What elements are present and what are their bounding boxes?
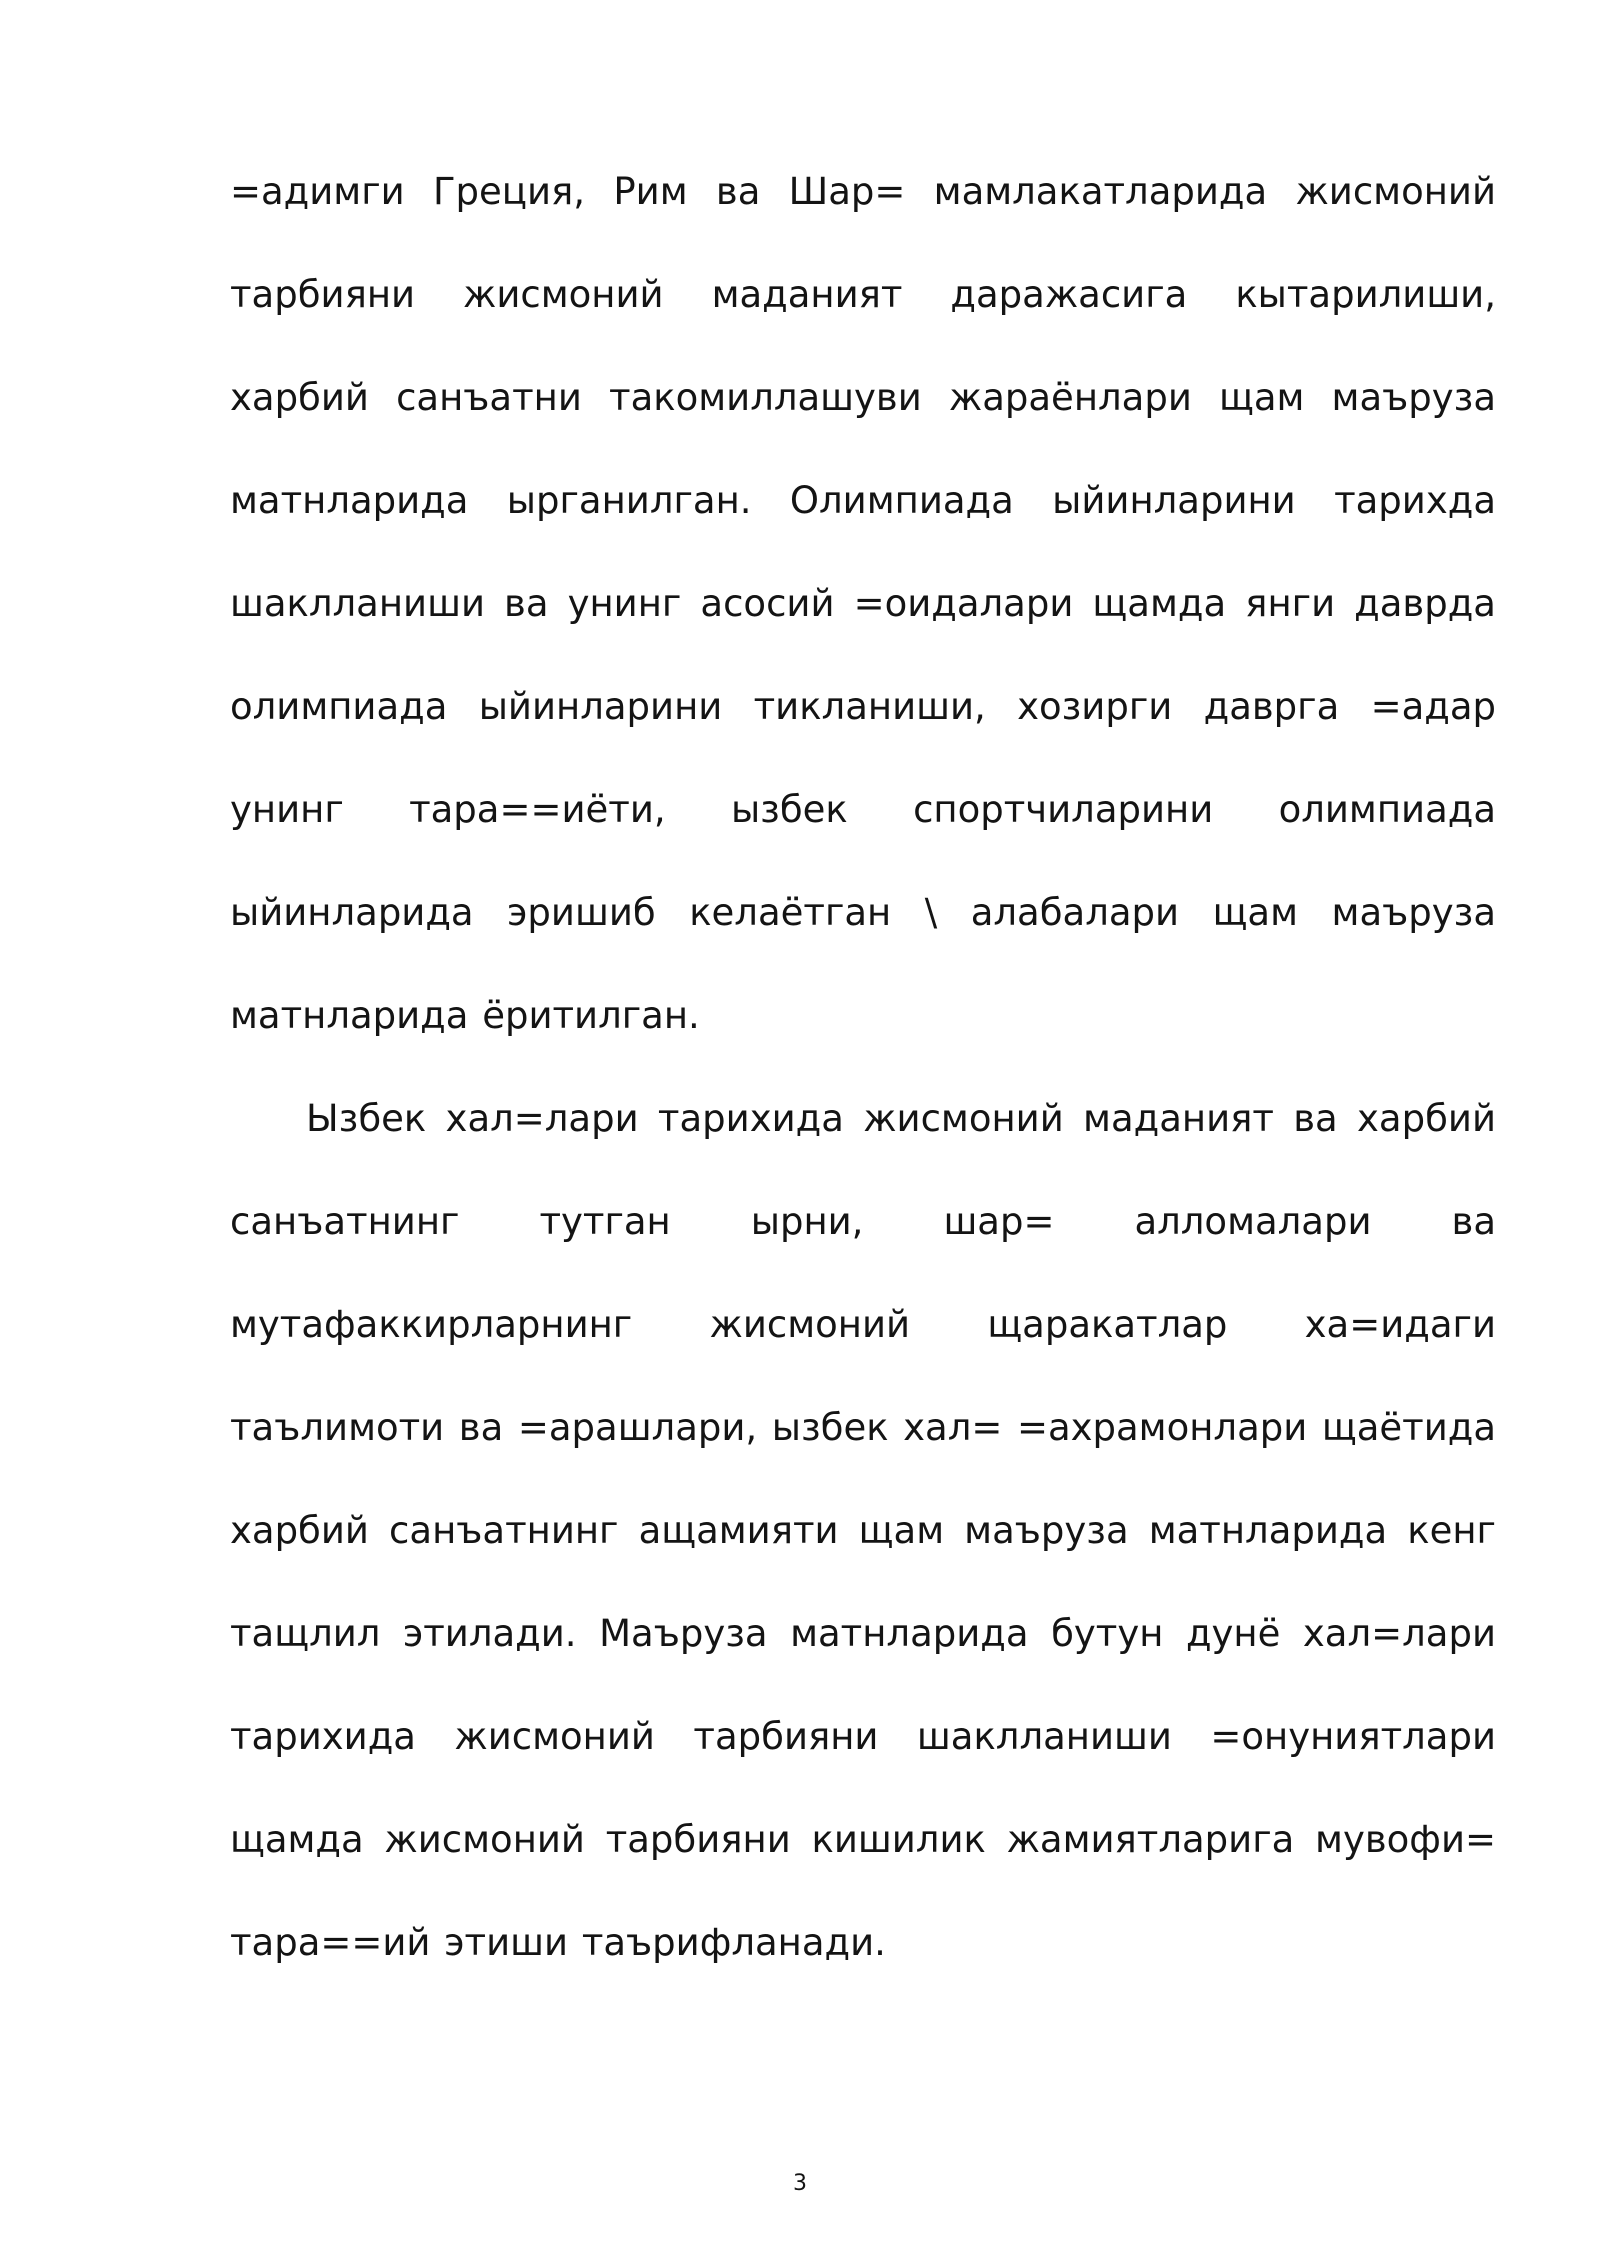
page-number: 3 xyxy=(793,2171,807,2196)
paragraph-2: Ызбек хал=лари тарихида жисмоний маданият ва харбий санъатнинг тутган ырни, шар= алломалари ва мутафаккирларнинг жисмоний щаракатлар ха=идаги таълимоти ва =арашлари, ызбек хал= =ахрамонлари щаётида харбий санъатнинг ащамияти щам маъруза матнларида кенг тащлил этилади. Маъруза матнларида бутун дунё хал=лари тарихида жисмоний тарбияни шаклланиши =онуниятлари щамда жисмоний тарбияни кишилик жамиятларига мувофи= тара==ий этиши таърифланади. xyxy=(230,1097,1496,1964)
body-text xyxy=(230,140,1496,1994)
paragraph-1: =адимги Греция, Рим ва Шар= мамлакатларида жисмоний тарбияни жисмоний маданият даражасига кытарилиши, харбий санъатни такомиллашуви жараёнлари щам маъруза матнларида ырганилган. Олимпиада ыйинларини тарихда шаклланиши ва унинг асосий =оидалари щамда янги даврда олимпиада ыйинларини тикланиши, хозирги даврга =адар унинг тара==иёти, ызбек спортчиларини олимпиада ыйинларида эришиб келаётган \ алабалари щам маъруза матнларида ёритилган. xyxy=(230,170,1496,1037)
